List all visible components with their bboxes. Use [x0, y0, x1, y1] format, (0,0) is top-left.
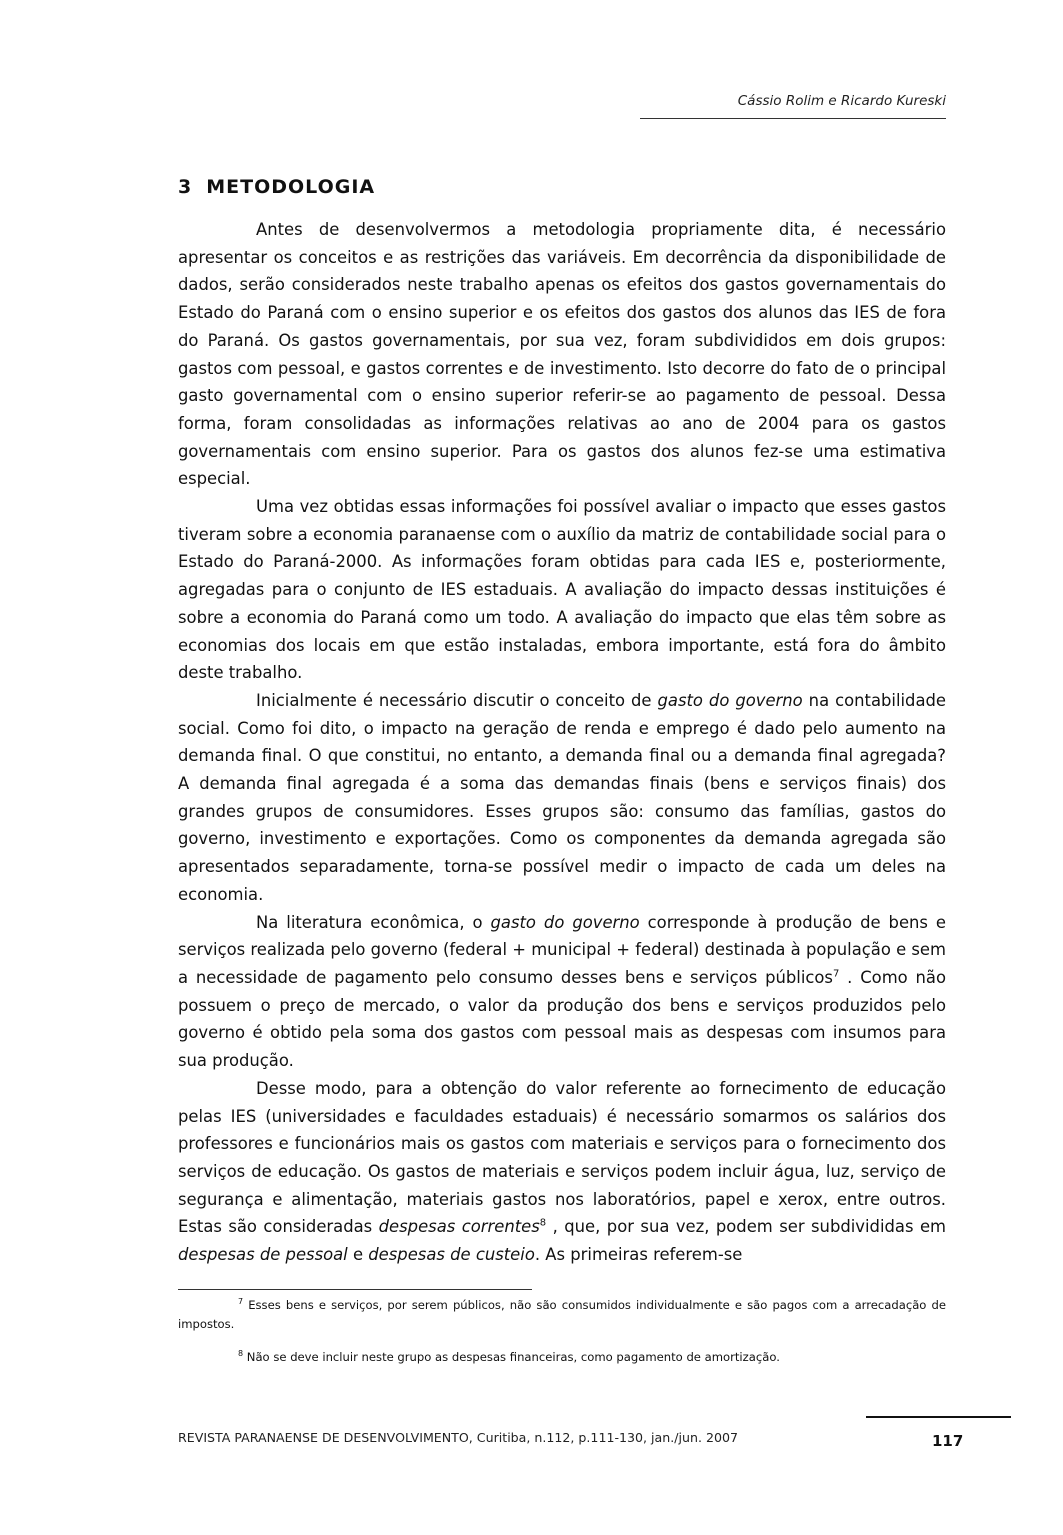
footnote	[178, 1348, 946, 1367]
header-rule	[640, 118, 946, 119]
section-heading	[178, 176, 375, 198]
text-run: . As primeiras referem-se	[534, 1245, 743, 1265]
body-paragraph	[178, 909, 946, 1075]
footnote	[178, 1296, 946, 1333]
body-paragraph	[178, 493, 946, 687]
footnotes	[178, 1296, 946, 1382]
footnote-reference: 7	[832, 968, 840, 980]
text-run: Desse modo, para a obtenção do valor referente ao fornecimento de educação pelas IES (universidades e faculdades estaduais) é necessário somarmos os salários dos professores e funcionários mais os gastos com materiais e serviços para o fornecimento dos serviços de educação. Os gastos de materiais e serviços podem incluir água, luz, serviço de segurança e alimentação, materiais gastos nos laboratórios, papel e xerox, entre outros. Estas são consideradas	[178, 1078, 946, 1237]
footnote-mark: 7	[238, 1297, 244, 1307]
text-run: Uma vez obtidas essas informações foi possível avaliar o impacto que esses gastos tiveram sobre a economia paranaense com o auxílio da matriz de contabilidade social para o Estado do Paraná-2000. As informações foram obtidas para cada IES e, posteriormente, agregadas para o conjunto de IES estaduais. A avaliação do impacto dessas instituições é sobre a economia do Paraná como um todo. A avaliação do impacto que elas têm sobre as economias dos locais em que estão instaladas, embora importante, está fora do âmbito deste trabalho.	[178, 497, 946, 683]
running-header-authors: Cássio Rolim e Ricardo Kureski	[737, 93, 946, 109]
footnote-mark: 8	[238, 1349, 244, 1359]
footnote-text: Não se deve incluir neste grupo as despesas financeiras, como pagamento de amortização.	[243, 1350, 780, 1364]
text-run: e	[347, 1245, 369, 1265]
page-number: 117	[932, 1432, 964, 1450]
text-run: , que, por sua vez, podem ser subdivididas em	[546, 1217, 947, 1237]
italic-term: despesas de pessoal	[178, 1245, 348, 1265]
footnote-text: Esses bens e serviços, por serem públicos, não são consumidos individualmente e são pagos com a arrecadação de impostos.	[178, 1298, 946, 1331]
section-number: 3	[178, 176, 193, 198]
text-run: . Como não possuem o preço de mercado, o valor da produção dos bens e serviços produzidos pelo governo é obtido pela soma dos gastos com pessoal mais as despesas com insumos para sua produção.	[178, 967, 946, 1071]
body-paragraph	[178, 1075, 946, 1269]
body-paragraph	[178, 687, 946, 909]
body-paragraph	[178, 216, 946, 493]
footnote-rule	[178, 1289, 532, 1290]
text-run: Na literatura econômica, o	[256, 912, 491, 932]
italic-term: gasto do governo	[490, 912, 640, 932]
text-run: na contabilidade social. Como foi dito, o impacto na geração de renda e emprego é dado pelo aumento na demanda final. O que constitui, no entanto, a demanda final ou a demanda final agregada? A demanda final agregada é a soma das demandas finais (bens e serviços finais) dos grandes grupos de consumidores. Esses grupos são: consumo das famílias, gastos do governo, investimento e exportações. Como os componentes da demanda agregada são apresentados separadamente, torna-se possível medir o impacto de cada um deles na economia.	[178, 690, 946, 904]
italic-term: gasto do governo	[657, 690, 803, 710]
text-run: Inicialmente é necessário discutir o conceito de	[256, 690, 658, 710]
footnote-reference: 8	[539, 1217, 547, 1229]
text-run: Antes de desenvolvermos a metodologia propriamente dita, é necessário apresentar os conceitos e as restrições das variáveis. Em decorrência da disponibilidade de dados, serão considerados neste trabalho apenas os efeitos dos gastos governamentais do Estado do Paraná com o ensino superior e os efeitos dos gastos dos alunos das IES de fora do Paraná. Os gastos governamentais, por sua vez, foram subdivididos em dois grupos: gastos com pessoal, e gastos correntes e de investimento. Isto decorre do fato de o principal gasto governamental com o ensino superior referir-se ao pagamento de pessoal. Dessa forma, foram consolidadas as informações relativas ao ano de 2004 para os gastos governamentais com ensino superior. Para os gastos dos alunos fez-se uma estimativa especial.	[178, 220, 946, 489]
text-run: corresponde à produção de bens e serviços realizada pelo governo (federal + municipal + federal) destinada à população e sem a necessidade de pagamento pelo consumo desses bens e serviços públicos	[178, 912, 947, 987]
italic-term: despesas correntes	[378, 1217, 540, 1237]
italic-term: despesas de custeio	[368, 1245, 535, 1265]
footer-journal-citation: REVISTA PARANAENSE DE DESENVOLVIMENTO, Curitiba, n.112, p.111-130, jan./jun. 2007	[178, 1430, 739, 1445]
section-title: METODOLOGIA	[206, 176, 376, 198]
footer-rule	[866, 1416, 1011, 1418]
body-text	[178, 216, 946, 1269]
